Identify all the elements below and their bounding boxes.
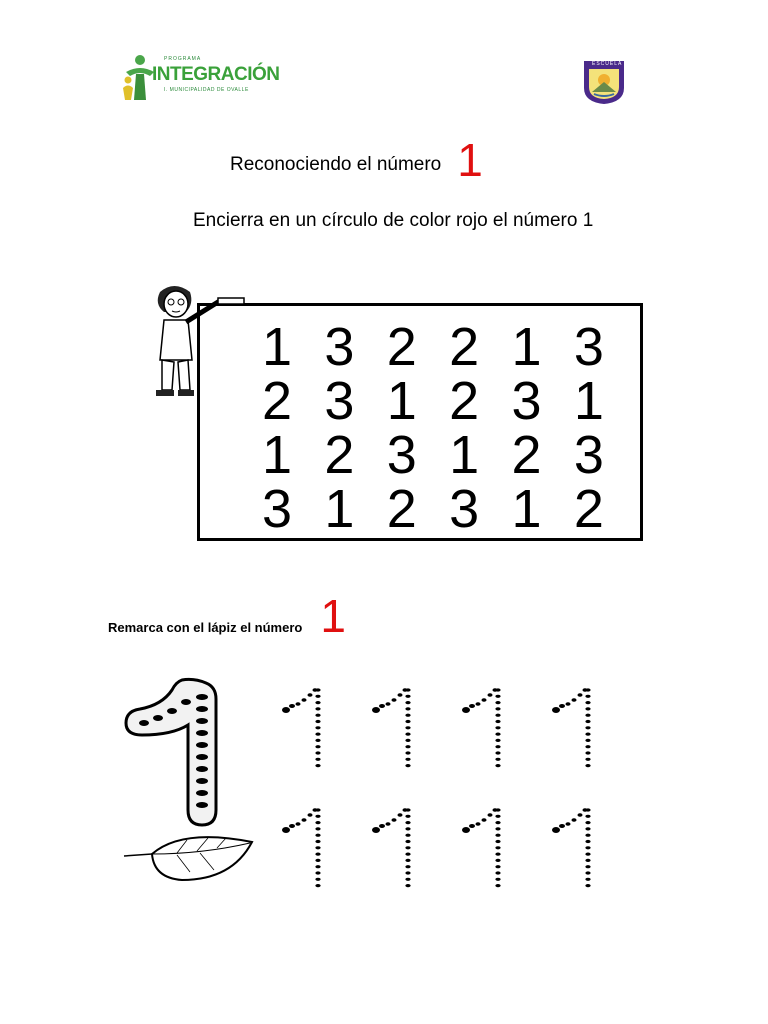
grid-number[interactable]: 3 [511,371,542,431]
grid-number[interactable]: 1 [511,479,542,539]
trace-instruction: Remarca con el lápiz el número [108,620,303,635]
grid-row [248,479,618,539]
grid-number[interactable]: 3 [573,317,604,377]
circle-instruction: Encierra en un círculo de color rojo el número 1 [193,210,594,231]
grid-number[interactable]: 3 [261,479,293,539]
grid-number[interactable]: 2 [573,479,604,539]
dotted-one-icon[interactable] [452,800,512,890]
grid-number[interactable]: 1 [324,479,355,539]
grid-number[interactable]: 3 [324,371,355,431]
grid-number[interactable]: 2 [386,317,417,377]
number-grid-box [197,303,643,541]
dotted-one-icon[interactable] [272,680,332,770]
dotted-one-icon[interactable] [542,800,602,890]
grid-number[interactable]: 2 [449,317,480,377]
dotted-one-icon[interactable] [452,680,512,770]
logo-small-text: PROGRAMA [164,56,202,62]
logo-sub-text: I. MUNICIPALIDAD DE OVALLE [164,87,249,93]
teacher-pointing-icon [140,280,250,405]
school-name-text: ESCUELA [592,61,623,67]
dotted-one-icon[interactable] [362,680,422,770]
number-grid [248,317,618,539]
grid-number[interactable]: 3 [386,425,417,485]
grid-number[interactable]: 1 [511,317,542,377]
grid-number[interactable]: 3 [573,425,604,485]
grid-number[interactable]: 2 [324,425,355,485]
grid-row [248,317,618,377]
trace-number: 1 [320,590,346,642]
grid-number[interactable]: 3 [324,317,355,377]
grid-number[interactable]: 2 [511,425,542,485]
grid-number[interactable]: 2 [449,371,480,431]
leaf-icon [122,830,257,885]
trace-instruction-line [108,590,346,640]
title-number: 1 [457,134,483,186]
program-integracion-logo [120,50,280,108]
grid-number[interactable]: 1 [449,425,480,485]
grid-number[interactable]: 3 [449,479,480,539]
grid-number[interactable]: 1 [386,371,417,431]
worksheet-title [230,128,483,184]
grid-number[interactable]: 1 [261,425,293,485]
grid-number[interactable]: 2 [261,371,293,431]
logo-main-text: INTEGRACIÓN [152,64,280,85]
big-number-one-icon [122,675,232,830]
grid-row [248,371,618,431]
dotted-one-icon[interactable] [542,680,602,770]
grid-row [248,425,618,485]
dotted-one-icon[interactable] [272,800,332,890]
grid-number[interactable]: 2 [386,479,417,539]
grid-number[interactable]: 1 [261,317,293,377]
title-text: Reconociendo el número [230,154,442,175]
dotted-one-icon[interactable] [362,800,422,890]
grid-number[interactable]: 1 [573,371,604,431]
school-crest-icon [580,58,628,106]
